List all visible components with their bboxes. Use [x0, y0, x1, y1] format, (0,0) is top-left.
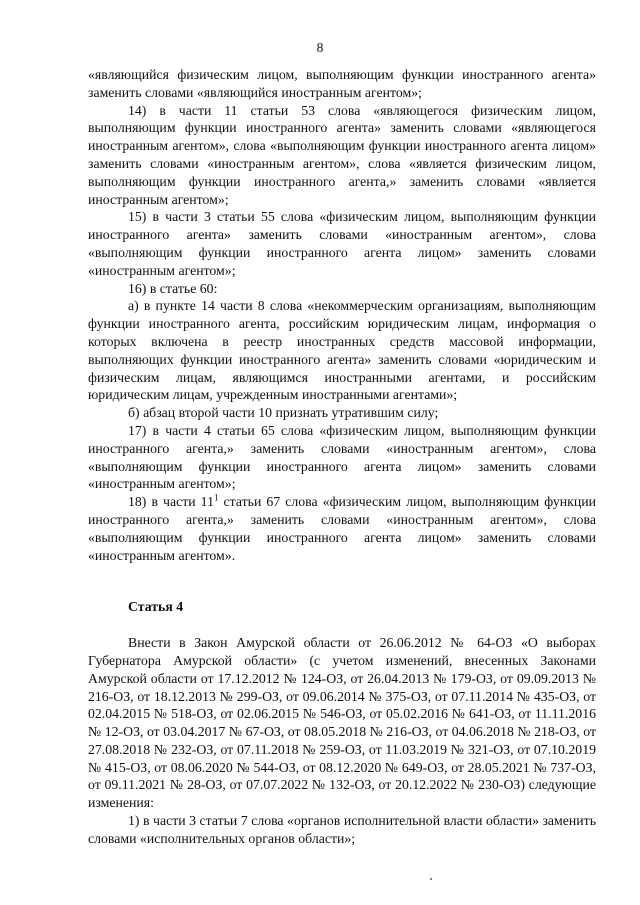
- paragraph-item-14: 14) в части 11 статьи 53 слова «являющегося физическим лицом, выполняющим функции иностранного агента» заменить словами «являющегося иностранным агентом», слова «выполняющим функции иностранного агента лицом» заменить словами «иностранным агентом», слова «является физическим лицом, выполняющим функции иностранного агента,» заменить словами «является иностранным агентом»;: [88, 102, 596, 207]
- item-18-superscript: 1: [213, 492, 219, 503]
- page-number: 8: [316, 40, 324, 55]
- paragraph-item-1: 1) в части 3 статьи 7 слова «органов исполнительной власти области» заменить словами «исполнительных органов области»;: [88, 813, 596, 846]
- paragraph-item-17: 17) в части 4 статьи 65 слова «физическим лицом, выполняющим функции иностранного агента,» заменить словами «иностранным агентом», слова «выполняющим функции иностранного агента лицом» заменить словами «иностранным агентом»;: [88, 422, 596, 492]
- document-body: [88, 66, 596, 848]
- paragraph-item-16a: а) в пункте 14 части 8 слова «некоммерческим организациям, выполняющим функции иностранного агента, российским юридическим лицам, информация о которых включена в реестр иностранных средств массовой информации, выполняющих функции иностранного агента» заменить словами «юридическим и физическим лицам, являющимся иностранными агентами, и российским юридическим лицам, учрежденным иностранными агентами»;: [88, 298, 596, 403]
- scan-speck: [430, 878, 432, 880]
- paragraph-article-intro: Внести в Закон Амурской области от 26.06.2012 № 64-ОЗ «О выборах Губернатора Амурской области» (с учетом изменений, внесенных Законами Амурской области от 17.12.2012 № 124-ОЗ, от 26.04.2013 № 179-ОЗ, от 09.09.2013 № 216-ОЗ, от 18.12.2013 № 299-ОЗ, от 09.06.2014 № 375-ОЗ, от 07.11.2014 № 435-ОЗ, от 02.04.2015 № 518-ОЗ, от 02.06.2015 № 546-ОЗ, от 05.02.2016 № 641-ОЗ, от 11.11.2016 № 12-ОЗ, от 03.04.2017 № 67-ОЗ, от 08.05.2018 № 216-ОЗ, от 04.06.2018 № 218-ОЗ, от 27.08.2018 № 232-ОЗ, от 07.11.2018 № 259-ОЗ, от 11.03.2019 № 321-ОЗ, от 07.10.2019 № 415-ОЗ, от 08.06.2020 № 544-ОЗ, от 08.12.2020 № 649-ОЗ, от 28.05.2021 № 737-ОЗ, от 09.11.2021 № 28-ОЗ, от 07.07.2022 № 132-ОЗ, от 20.12.2022 № 230-ОЗ) следующие изменения:: [88, 635, 596, 811]
- paragraph-item-16: 16) в статье 60:: [128, 280, 218, 296]
- paragraph-continuation: «являющийся физическим лицом, выполняющим функции иностранного агента» заменить словами «являющийся иностранным агентом»;: [88, 67, 596, 100]
- paragraph-item-16b: б) абзац второй части 10 признать утратившим силу;: [128, 405, 439, 421]
- paragraph-item-18: [88, 493, 596, 564]
- item-18-text-end: статьи 67 слова «физическим лицом, выполняющим функции иностранного агента,» заменить словами «иностранным агентом», слова «выполняющим функции иностранного агента лицом» заменить словами «иностранным агентом».: [88, 494, 597, 563]
- article-heading: Статья 4: [128, 599, 184, 615]
- item-18-text-start: 18) в части 11: [128, 494, 214, 510]
- paragraph-item-15: 15) в части 3 статьи 55 слова «физическим лицом, выполняющим функции иностранного агента» заменить словами «иностранным агентом», слова «выполняющим функции иностранного агента лицом» заменить словами «иностранным агентом»;: [88, 209, 596, 278]
